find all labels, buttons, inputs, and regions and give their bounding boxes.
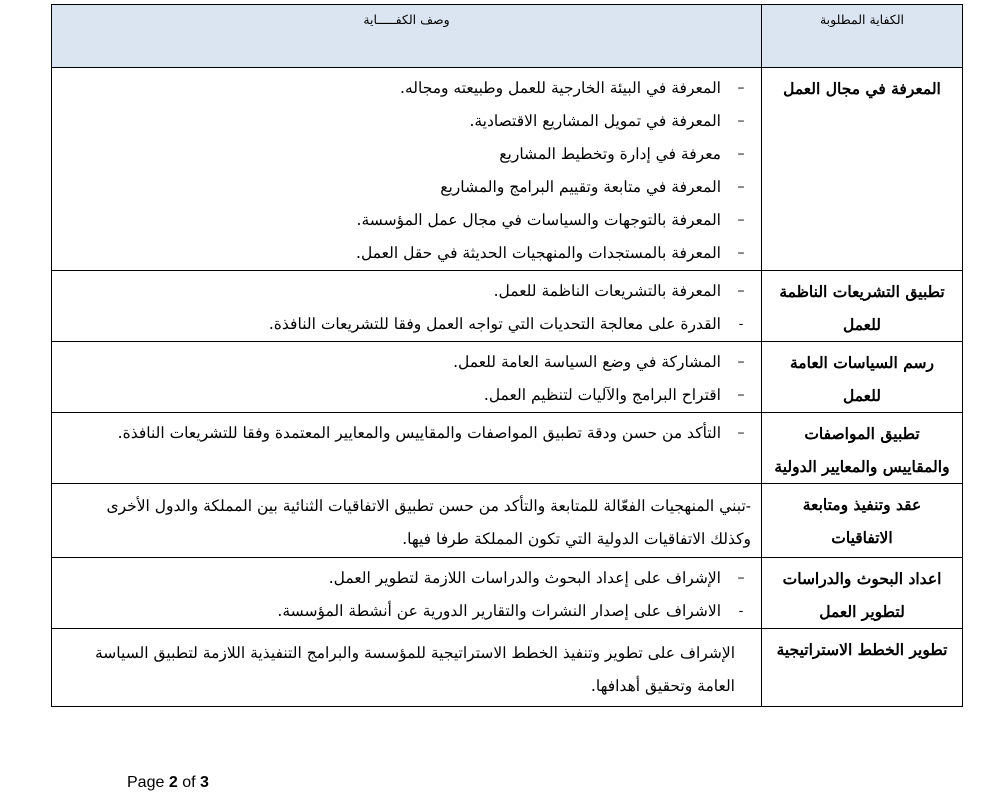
description-cell xyxy=(52,413,762,484)
list-item-text: المعرفة في البيئة الخارجية للعمل وطبيعته ومجاله. xyxy=(400,79,721,97)
list-item xyxy=(52,417,761,450)
description-paragraph: الإشراف على تطوير وتنفيذ الخطط الاستراتيجية للمؤسسة والبرامج التنفيذية اللازمة لتطبيق السياسة العامة وتحقيق أهدافها. xyxy=(95,644,735,695)
table-row xyxy=(52,629,963,707)
bullet-marker: – xyxy=(737,570,745,586)
description-cell xyxy=(52,629,762,707)
of-label: of xyxy=(182,774,196,791)
list-item-text: معرفة في إدارة وتخطيط المشاريع xyxy=(499,145,721,163)
competency-cell xyxy=(762,413,963,484)
current-page-number: 2 xyxy=(168,774,178,791)
list-item xyxy=(52,72,761,105)
list-item-text: المشاركة في وضع السياسة العامة للعمل. xyxy=(453,353,721,371)
header-competency-cell xyxy=(762,5,963,68)
table-row xyxy=(52,68,963,271)
description-cell xyxy=(52,484,762,558)
list-item xyxy=(52,237,761,270)
table-row xyxy=(52,413,963,484)
competency-label: رسم السياسات العامة للعمل xyxy=(790,353,934,405)
page-label: Page xyxy=(127,774,165,791)
table-row xyxy=(52,558,963,629)
bullet-marker: – xyxy=(737,354,745,370)
list-item-text: المعرفة بالمستجدات والمنهجيات الحديثة في حقل العمل. xyxy=(356,244,721,262)
list-item xyxy=(52,275,761,308)
list-item-text: اقتراح البرامج والآليات لتنظيم العمل. xyxy=(483,386,721,404)
header-description-cell xyxy=(52,5,762,68)
header-competency: الكفاية المطلوبة xyxy=(819,12,904,27)
competency-label: تطبيق التشريعات الناظمة للعمل xyxy=(779,282,945,334)
list-item-text: الاشراف على إصدار النشرات والتقارير الدورية عن أنشطة المؤسسة. xyxy=(277,602,721,620)
bullet-marker: – xyxy=(737,425,745,441)
header-description: وصف الكفـــــاية xyxy=(363,12,450,27)
description-paragraph: -تبني المنهجيات الفعّالة للمتابعة والتأكد من حسن تطبيق الاتفاقيات الثنائية بين المملكة والدول الأخرى وكذلك الاتفاقيات الدولية التي تكون المملكة طرفا فيها. xyxy=(106,497,751,548)
competency-cell xyxy=(762,484,963,558)
bullet-marker: – xyxy=(737,212,745,228)
bullet-marker: - xyxy=(738,316,744,332)
list-item xyxy=(52,595,761,628)
bullet-marker: – xyxy=(737,146,745,162)
competency-table xyxy=(51,4,963,707)
description-cell xyxy=(52,271,762,342)
description-cell xyxy=(52,558,762,629)
bullet-marker: – xyxy=(737,113,745,129)
competency-label: عقد وتنفيذ ومتابعة الاتفاقيات xyxy=(802,495,922,547)
table-row xyxy=(52,271,963,342)
list-item-text: المعرفة في متابعة وتقييم البرامج والمشاريع xyxy=(440,178,721,196)
list-item-text: الإشراف على إعداد البحوث والدراسات اللازمة لتطوير العمل. xyxy=(328,569,721,587)
list-item-text: المعرفة في تمويل المشاريع الاقتصادية. xyxy=(469,112,721,130)
competency-label: المعرفة في مجال العمل xyxy=(783,79,941,98)
list-item-text: التأكد من حسن ودقة تطبيق المواصفات والمقاييس والمعايير المعتمدة وفقا للتشريعات النافذة. xyxy=(117,424,721,442)
page-footer xyxy=(127,774,209,792)
competency-cell xyxy=(762,629,963,707)
competency-cell xyxy=(762,271,963,342)
total-pages-number: 3 xyxy=(199,774,209,791)
competency-label: تطوير الخطط الاستراتيجية xyxy=(776,640,948,659)
list-item-text: المعرفة بالتوجهات والسياسات في مجال عمل المؤسسة. xyxy=(356,211,721,229)
list-item xyxy=(52,346,761,379)
list-item xyxy=(52,204,761,237)
list-item xyxy=(52,379,761,412)
list-item xyxy=(52,105,761,138)
bullet-marker: – xyxy=(737,245,745,261)
table-row xyxy=(52,342,963,413)
list-item xyxy=(52,308,761,341)
table-row xyxy=(52,484,963,558)
bullet-marker: – xyxy=(737,80,745,96)
bullet-marker: – xyxy=(737,283,745,299)
description-cell xyxy=(52,68,762,271)
list-item xyxy=(52,562,761,595)
list-item-text: القدرة على معالجة التحديات التي تواجه العمل وفقا للتشريعات النافذة. xyxy=(268,315,721,333)
bullet-marker: – xyxy=(737,387,745,403)
competency-cell xyxy=(762,68,963,271)
competency-label: تطبيق المواصفات والمقاييس والمعايير الدولية xyxy=(774,424,950,476)
list-item xyxy=(52,138,761,171)
list-item xyxy=(52,171,761,204)
bullet-marker: - xyxy=(738,603,744,619)
competency-cell xyxy=(762,558,963,629)
list-item-text: المعرفة بالتشريعات الناظمة للعمل. xyxy=(493,282,721,300)
bullet-marker: – xyxy=(737,179,745,195)
description-cell xyxy=(52,342,762,413)
competency-cell xyxy=(762,342,963,413)
competency-label: اعداد البحوث والدراسات لتطوير العمل xyxy=(782,569,942,621)
table-header-row xyxy=(52,5,963,68)
